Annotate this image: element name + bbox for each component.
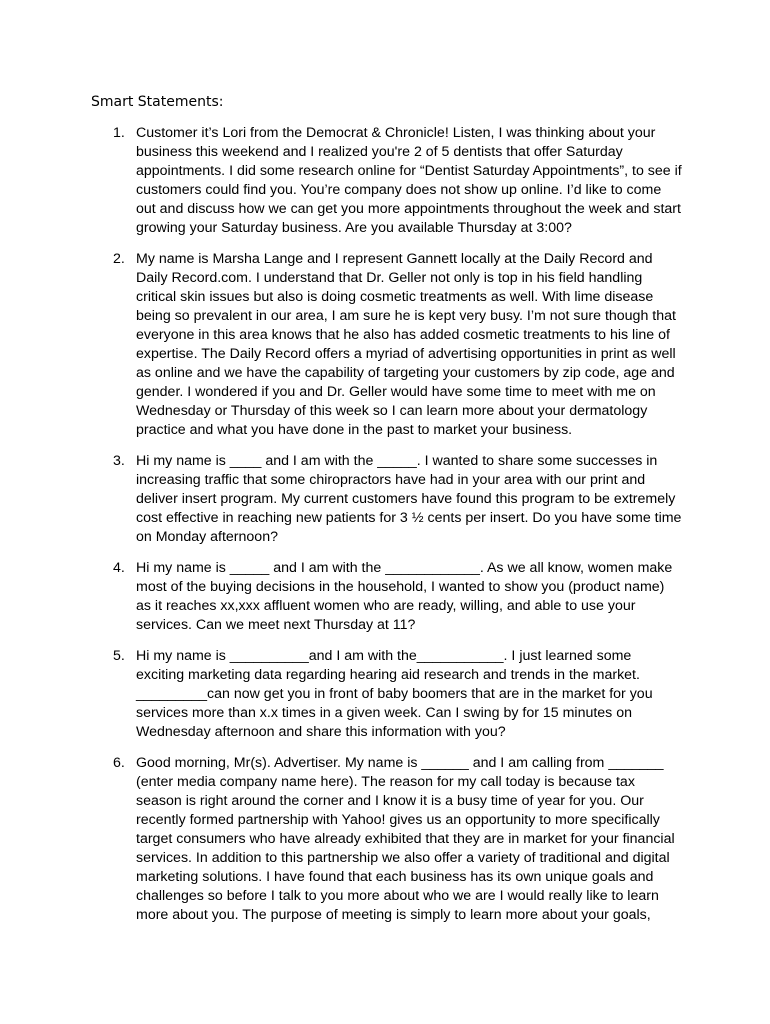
list-number: 2. [113, 251, 125, 267]
list-item [113, 250, 683, 440]
list-number: 1. [113, 125, 125, 141]
list-text: Hi my name is ____ and I am with the _____. I wanted to share some successes in increasing traffic that some chiropractors have had in your area with our print and deliver insert program. My current customers have found this program to be extremely cost effective in reaching new patients for 3 ½ cents per insert. Do you have some time on Monday afternoon? [136, 453, 682, 545]
statements-list [113, 124, 683, 937]
list-text: Good morning, Mr(s). Advertiser. My name is ______ and I am calling from _______ (enter media company name here). The reason for my call today is because tax season is right around the corner and I know it is a busy time of year for you. Our recently formed partnership with Yahoo! gives us an opportunity to more specifically target consumers who have already exhibited that they are in market for your financial services. In addition to this partnership we also offer a variety of traditional and digital marketing solutions. I have found that each business has its own unique goals and challenges so before I talk to you more about who we are I would really like to learn more about you. The purpose of meeting is simply to learn more about your goals, [136, 755, 675, 923]
list-item [113, 124, 683, 238]
list-number: 5. [113, 648, 125, 664]
list-text: My name is Marsha Lange and I represent Gannett locally at the Daily Record and Daily Record.com. I understand that Dr. Geller not only is top in his field handling critical skin issues but also is doing cosmetic treatments as well. With lime disease being so prevalent in our area, I am sure he is kept very busy. I’m not sure though that everyone in this area knows that he also has added cosmetic treatments to his line of expertise. The Daily Record offers a myriad of advertising opportunities in print as well as online and we have the capability of targeting your customers by zip code, age and gender. I wondered if you and Dr. Geller would have some time to meet with me on Wednesday or Thursday of this week so I can learn more about your dermatology practice and what you have done in the past to market your business. [136, 251, 676, 438]
list-item [113, 647, 683, 742]
list-item [113, 452, 683, 547]
list-item [113, 754, 683, 925]
list-number: 4. [113, 560, 125, 576]
list-text: Hi my name is _____ and I am with the ____________. As we all know, women make most of the buying decisions in the household, I wanted to show you (product name) as it reaches xx,xxx affluent women who are ready, willing, and able to use your services. Can we meet next Thursday at 11? [136, 560, 673, 633]
list-text: Customer it’s Lori from the Democrat & Chronicle! Listen, I was thinking about your business this weekend and I realized you're 2 of 5 dentists that offer Saturday appointments. I did some research online for “Dentist Saturday Appointments”, to see if customers could find you. You’re company does not show up online. I’d like to come out and discuss how we can get you more appointments throughout the week and start growing your Saturday business. Are you available Thursday at 3:00? [136, 125, 682, 236]
list-number: 6. [113, 755, 125, 771]
document-heading: Smart Statements: [91, 94, 224, 110]
list-item [113, 559, 683, 635]
list-text: Hi my name is __________and I am with the___________. I just learned some exciting marketing data regarding hearing aid research and trends in the market. _________can now get you in front of baby boomers that are in the market for you services more than x.x times in a given week. Can I swing by for 15 minutes on Wednesday afternoon and share this information with you? [136, 648, 653, 740]
list-number: 3. [113, 453, 125, 469]
